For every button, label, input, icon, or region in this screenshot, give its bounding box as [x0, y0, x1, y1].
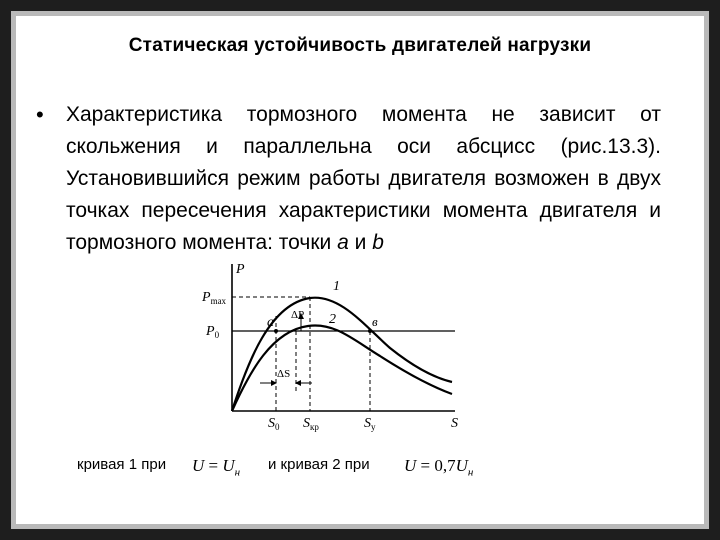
curve-2-label: 2 [329, 312, 336, 327]
power-angle-diagram [200, 256, 470, 441]
slide-title: Статическая устойчивость двигателей нагрузки [128, 35, 592, 56]
bullet-point-b: b [372, 231, 384, 254]
caption-curve-2: и кривая 2 при [268, 456, 370, 473]
bullet-conj: и [348, 231, 373, 254]
skr-label-base: S [303, 416, 310, 431]
pmax-label-base: P [202, 290, 211, 305]
point-a-marker [274, 329, 278, 333]
s0-label [268, 416, 280, 432]
caption-curve-1: кривая 1 при [77, 456, 167, 473]
point-v-label: в [372, 314, 378, 329]
sy-label [364, 416, 376, 432]
formula-1-rhs: U [222, 456, 235, 475]
formula-1-lhs: U [192, 456, 205, 475]
skr-label [303, 416, 319, 432]
formula-2-lhs: U [404, 456, 417, 475]
sy-label-sub: у [371, 422, 376, 432]
delta-p-label: ΔP [291, 309, 305, 321]
curve-1-label: 1 [333, 279, 340, 294]
formula-curve-2 [404, 456, 473, 478]
pmax-label [201, 290, 227, 306]
skr-label-sub: кр [310, 422, 319, 432]
delta-s-label: ΔS [277, 368, 291, 380]
formula-1-sub: н [234, 466, 241, 479]
p0-label-sub: 0 [214, 330, 220, 340]
y-axis-label: P [236, 262, 245, 277]
s0-label-base: S [268, 416, 275, 431]
p0-label [205, 324, 220, 340]
point-v-marker [368, 329, 372, 333]
formula-2-eq: = 0,7 [416, 456, 456, 475]
point-a-label: а [267, 315, 274, 330]
p0-label-base: P [206, 324, 215, 339]
sy-label-base: S [364, 416, 371, 431]
formula-2-sub: н [467, 466, 474, 479]
bullet-text-main: Характеристика тормозного момента не зависит от скольжения и параллельна оси абсцисс (рис.13.3). Установившийся режим работы двигателя возможен в двух точках пересечения характеристики момента двигателя и тормозного момента: точки [66, 103, 661, 254]
s0-label-sub: 0 [275, 422, 280, 432]
pmax-label-sub: max [210, 296, 227, 306]
slide [16, 16, 704, 524]
x-axis-label: S [451, 416, 458, 431]
bullet-marker: • [36, 102, 44, 127]
bullet-point-a: а [337, 231, 349, 254]
bullet-text [66, 99, 661, 259]
formula-1-eq: = [204, 456, 223, 475]
formula-2-rhs: U [455, 456, 468, 475]
formula-curve-1 [192, 456, 240, 478]
